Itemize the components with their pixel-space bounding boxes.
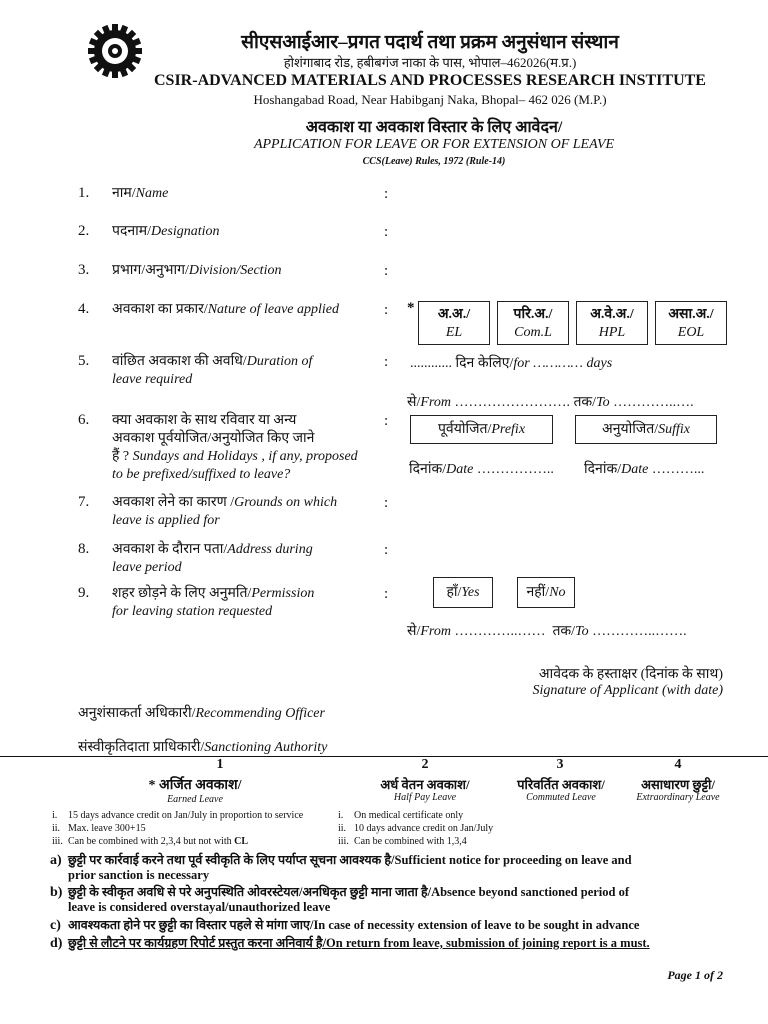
field-9-number: 9. [78, 585, 90, 601]
field-5-number: 5. [78, 353, 90, 369]
yes-checkbox[interactable]: हाँ/Yes [433, 577, 493, 608]
instruction-c: c) आवश्यकता होने पर छुट्टी का विस्तार पहले से मांगा जाए/In case of necessity extension of leave to be sought in advance [50, 918, 640, 933]
el-note-2: ii. Max. leave 300+15 [52, 823, 146, 834]
field-5-label: वांछित अवकाश की अवधि/Duration of leave required [112, 354, 313, 387]
column-1-english: Earned Leave [167, 794, 223, 805]
instruction-a: a) छुट्टी पर कार्रवाई करने तथा पूर्व स्वीकृति के लिए पर्याप्त सूचना आवश्यक है/Sufficient notice for proceeding on leave and prior sanction is necessary [50, 853, 632, 882]
column-2-number: 2 [421, 757, 429, 772]
no-checkbox[interactable]: नहीं/No [517, 577, 575, 608]
field-3-label: प्रभाग/अनुभाग/Division/Section [112, 263, 282, 278]
column-4-english: Extraordinary Leave [636, 792, 720, 803]
field-7-colon: : [384, 495, 389, 511]
field-2-number: 2. [78, 223, 90, 239]
field-3-colon: : [384, 263, 389, 279]
signature-hindi: आवेदक के हस्ताक्षर (दिनांक के साथ) [538, 667, 723, 682]
column-4-hindi: असाधारण छुट्टी/ [641, 777, 715, 792]
field-6-number: 6. [78, 412, 90, 428]
field-3-number: 3. [78, 262, 90, 278]
column-3-number: 3 [556, 757, 564, 772]
field-1-colon: : [384, 186, 389, 202]
field-8-colon: : [384, 542, 389, 558]
field-9-label: शहर छोड़ने के लिए अनुमति/Permission for leaving station requested [112, 586, 315, 619]
suffix-checkbox[interactable]: अनुयोजित/Suffix [575, 415, 717, 444]
recommending-officer: अनुशंसाकर्ता अधिकारी/Recommending Officer [78, 706, 325, 721]
signature-english: Signature of Applicant (with date) [532, 683, 723, 698]
institute-english-address: Hoshangabad Road, Near Habibganj Naka, Bhopal– 462 026 (M.P.) [253, 92, 607, 107]
field-9-colon: : [384, 586, 389, 602]
field-4-colon: : [384, 302, 389, 318]
leave-type-asterisk: * [407, 300, 415, 316]
sanctioning-authority: संस्वीकृतिदाता प्राधिकारी/Sanctioning Authority [78, 740, 328, 755]
page-number: Page 1 of 2 [667, 968, 723, 982]
column-2-hindi: अर्ध वेतन अवकाश/ [380, 777, 470, 792]
prefix-date-line[interactable]: दिनांक/Date …………….. [409, 462, 554, 477]
field-2-colon: : [384, 224, 389, 240]
column-3-english: Commuted Leave [526, 792, 596, 803]
hpl-note-1: i. On medical certificate only [338, 810, 464, 821]
field-4-label: अवकाश का प्रकार/Nature of leave applied [112, 302, 340, 317]
field-1-number: 1. [78, 185, 90, 201]
instruction-b: b) छुट्टी के स्वीकृत अवधि से परे अनुपस्थिति ओवरस्टेयल/अनधिकृत छुट्टी माना जाता है/Absence beyond sanctioned period of leave is considered overstayal/unauthorized leave [50, 885, 630, 914]
field-8-number: 8. [78, 541, 90, 557]
form-rules: CCS(Leave) Rules, 1972 (Rule-14) [362, 156, 506, 167]
from-to-line-1[interactable]: से/From ……………………. तक/To …………..…. [407, 395, 694, 410]
leave-type-el-checkbox[interactable]: अ.अ./ EL [418, 301, 490, 345]
column-1-number: 1 [216, 757, 224, 772]
institute-english-title: CSIR-ADVANCED MATERIALS AND PROCESSES RESEARCH INSTITUTE [154, 72, 706, 89]
field-1-label: नाम/Name [112, 186, 169, 201]
el-note-1: i. 15 days advance credit on Jan/July in proportion to service [52, 810, 304, 821]
column-2-english: Half Pay Leave [393, 792, 457, 803]
csir-logo [86, 22, 144, 80]
field-5-colon: : [384, 354, 389, 370]
column-1-hindi: * अर्जित अवकाश/ [148, 778, 242, 793]
hpl-note-2: ii. 10 days advance credit on Jan/July [338, 823, 494, 834]
from-to-line-2[interactable]: से/From …………..…… तक/To …………..……. [407, 624, 687, 639]
field-7-label: अवकाश लेने का कारण /Grounds on which leave is applied for [112, 495, 338, 528]
suffix-date-line[interactable]: दिनांक/Date ………... [584, 462, 705, 477]
leave-type-coml-checkbox[interactable]: परि.अ./ Com.L [497, 301, 569, 345]
field-8-label: अवकाश के दौरान पता/Address during leave period [112, 542, 313, 575]
el-note-3: iii. Can be combined with 2,3,4 but not with CL [52, 836, 248, 847]
institute-hindi-title: सीएसआईआर–प्रगत पदार्थ तथा प्रक्रम अनुसंधान संस्थान [241, 32, 619, 53]
leave-type-eol-checkbox[interactable]: असा.अ./ EOL [655, 301, 727, 345]
prefix-checkbox[interactable]: पूर्वयोजित/Prefix [410, 415, 553, 444]
field-4-number: 4. [78, 301, 90, 317]
form-title-english: APPLICATION FOR LEAVE OR FOR EXTENSION OF LEAVE [253, 137, 615, 152]
column-3-hindi: परिवर्तित अवकाश/ [517, 777, 605, 792]
duration-line[interactable]: ............ दिन केलिए/for ………… days [410, 356, 613, 371]
field-7-number: 7. [78, 494, 90, 510]
field-6-colon: : [384, 413, 389, 429]
leave-type-hpl-checkbox[interactable]: अ.वे.अ./ HPL [576, 301, 648, 345]
column-4-number: 4 [674, 757, 682, 772]
hpl-note-3: iii. Can be combined with 1,3,4 [338, 836, 467, 847]
field-6-label: क्या अवकाश के साथ रविवार या अन्य अवकाश पूर्वयोजित/अनुयोजित किए जाने हैं ? Sundays and Holidays , if any, proposed to be prefixed/suffixed to leave? [112, 413, 358, 482]
field-2-label: पदनाम/Designation [112, 224, 220, 239]
instruction-d: d) छुट्टी से लौटने पर कार्यग्रहण रिपोर्ट प्रस्तुत करना अनिवार्य है/On return from leave, submission of joining report is a must. [50, 936, 650, 951]
institute-hindi-address: होशंगाबाद रोड, हबीबगंज नाका के पास, भोपाल–462026(म.प्र.) [283, 55, 577, 70]
form-title-hindi: अवकाश या अवकाश विस्तार के लिए आवेदन/ [305, 119, 563, 136]
